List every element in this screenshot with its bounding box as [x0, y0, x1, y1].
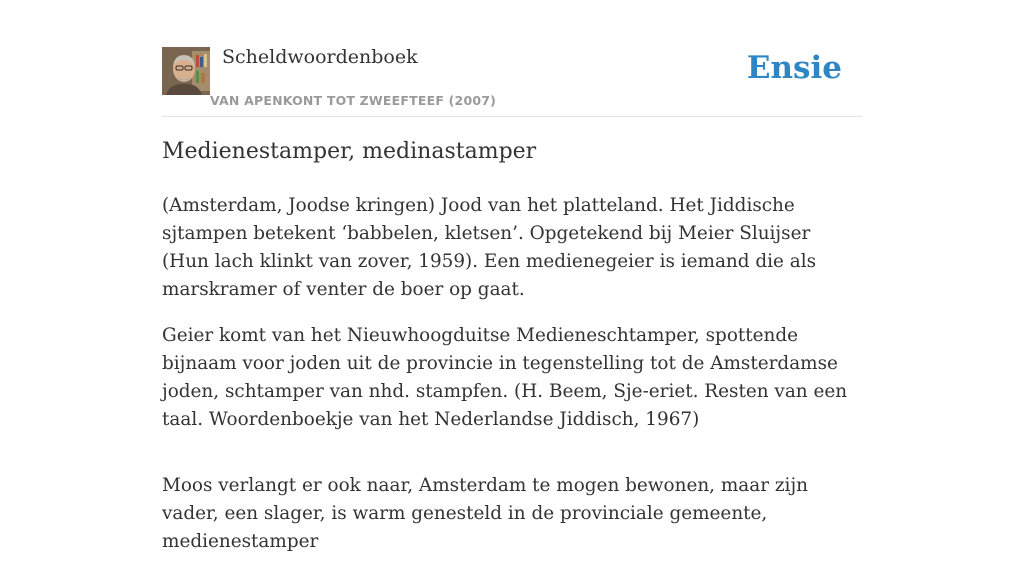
author-name[interactable]: Scheldwoordenboek	[222, 46, 418, 68]
paragraph-quote: Moos verlangt er ook naar, Amsterdam te mogen bewonen, maar zijn vader, een slager, is warm genesteld in de provinciale gemeente, medienestamper	[162, 475, 808, 552]
article-card	[162, 0, 862, 552]
avatar[interactable]	[162, 47, 210, 95]
article-body	[162, 192, 862, 574]
header	[162, 0, 862, 117]
article-title: Medienestamper, medinastamper	[162, 139, 537, 164]
brand-logo[interactable]: Ensie	[746, 50, 842, 86]
paragraph-etymology: Geier komt van het Nieuwhoogduitse Medieneschtamper, spottende bijnaam voor joden uit de provincie in tegenstelling tot de Amsterdamse joden, schtamper van nhd. stampfen. (H. Beem, Sje-eriet. Resten van een taal. Woordenboekje van het Nederlandse Jiddisch, 1967)	[162, 325, 848, 430]
author-photo-icon	[162, 47, 210, 95]
source-title[interactable]: VAN APENKONT TOT ZWEEFTEEF (2007)	[210, 93, 497, 108]
paragraph-definition: (Amsterdam, Joodse kringen) Jood van het platteland. Het Jiddische sjtampen betekent ‘babbelen, kletsen’. Opgetekend bij Meier Sluijser (Hun lach klinkt van zover, 1959). Een medienegeier is iemand die als marskramer of venter de boer op gaat.	[162, 195, 817, 300]
